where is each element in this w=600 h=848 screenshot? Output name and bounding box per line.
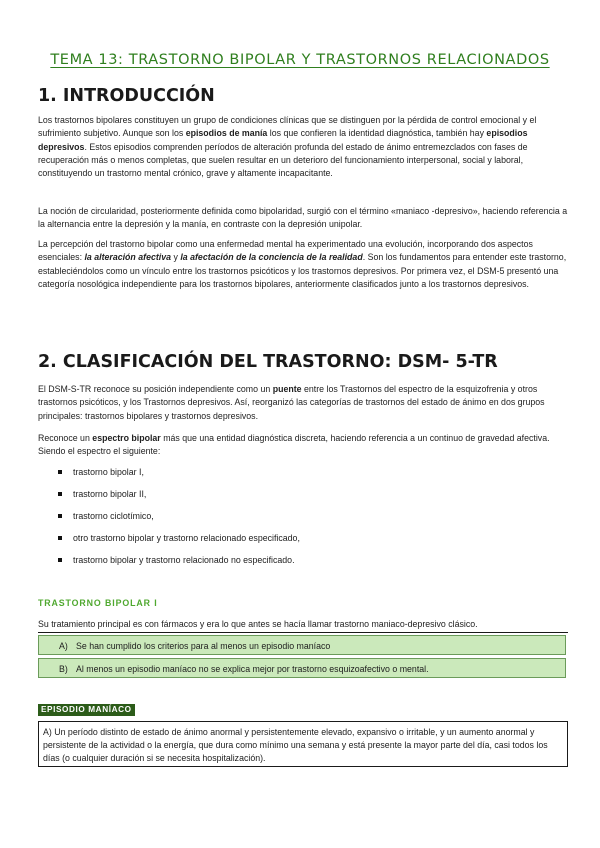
section-heading-clasificacion: 2. CLASIFICACIÓN DEL TRASTORNO: DSM- 5-TR	[38, 352, 498, 372]
bold-episodios-depresivos: episodios depresivos	[38, 128, 528, 152]
criterion-text: Se han cumplido los criterios para al menos un episodio maníaco	[76, 641, 331, 651]
spectrum-list	[56, 466, 300, 576]
episodio-maniaco-tag: EPISODIO MANÍACO	[38, 704, 135, 716]
intro-paragraph-1: Los trastornos bipolares constituyen un grupo de condiciones clínicas que se distinguen por la pérdida de control emocional y el sufrimiento subjetivo. Aunque son los episodios de manía los que confieren la identidad diagnóstica, también hay episodios depresivos. Estos episodios comprenden períodos de alteración profunda del estado de ánimo entremezclados con fases de recuperación más o menos completas, que suelen resultar en un deterioro del funcionamiento interpersonal, social y laboral, constituyendo un trastorno mental crónico, grave y altamente incapacitante.	[38, 115, 537, 179]
bold-espectro-bipolar: espectro bipolar	[92, 433, 161, 443]
spectrum-item: otro trastorno bipolar y trastorno relacionado especificado,	[56, 532, 300, 554]
intro-paragraph-3: La percepción del trastorno bipolar como una enfermedad mental ha experimentado una evolución, incorporando dos aspectos esenciales: la alteración afectiva y la afectación de la conciencia de la realidad. Son los fundamentos para entender este trastorno, estableciéndolos como un vínculo entre los trastornos psicóticos y los trastornos depresivos. Por primera vez, el DSM-5 presentó una categoría nosológica independiente para los trastornos bipolares, anteriormente clasificados junto a los trastornos depresivos.	[38, 239, 567, 289]
criterion-row-b	[38, 658, 566, 678]
clasificacion-paragraph-2: Reconoce un espectro bipolar más que una entidad diagnóstica discreta, haciendo referencia a un continuo de gravedad afectiva. Siendo el espectro el siguiente:	[38, 433, 550, 457]
spectrum-item: trastorno ciclotímico,	[56, 510, 300, 532]
bold-puente: puente	[272, 384, 302, 394]
bipolar-i-intro: Su tratamiento principal es con fármacos y era lo que antes se hacía llamar trastorno maniaco-depresivo clásico.	[38, 618, 568, 633]
clasificacion-paragraph-1: El DSM-S-TR reconoce su posición independiente como un puente entre los Trastornos del espectro de la esquizofrenia y otros trastornos psicóticos, y los Trastornos depresivos. Así, reorganizó las categorías de trastornos del estado de ánimo en dos grupos principales: trastornos bipolares y trastornos depresivos.	[38, 384, 545, 421]
bold-episodios-mania: episodios de manía	[185, 128, 268, 139]
emphasis-alteracion-afectiva: la alteración afectiva	[84, 252, 172, 263]
subheading-trastorno-bipolar-i: TRASTORNO BIPOLAR I	[38, 598, 158, 608]
criterion-row-a	[38, 635, 566, 655]
spectrum-item: trastorno bipolar I,	[56, 466, 300, 488]
emphasis-afectacion-conciencia: la afectación de la conciencia de la realidad	[180, 252, 363, 263]
document-title: TEMA 13: TRASTORNO BIPOLAR Y TRASTORNOS RELACIONADOS	[50, 52, 550, 68]
criterion-letter: A)	[59, 641, 68, 651]
spectrum-item: trastorno bipolar II,	[56, 488, 300, 510]
spectrum-item: trastorno bipolar y trastorno relacionado no especificado.	[56, 554, 300, 576]
criterion-letter: B)	[59, 664, 68, 674]
episodio-maniaco-box: A) Un período distinto de estado de ánimo anormal y persistentemente elevado, expansivo o irritable, y un aumento anormal y persistente de la actividad o la energía, que dura como mínimo una semana y está presente la mayor parte del día, casi todos los días (o cualquier duración si se necesita hospitalización).	[38, 721, 568, 767]
section-heading-introduccion: 1. INTRODUCCIÓN	[38, 86, 215, 106]
intro-paragraph-2: La noción de circularidad, posteriormente definida como bipolaridad, surgió con el término «maniaco -depresivo», haciendo referencia a la alternancia entre la depresión y la manía, en contraste con la depresión unipolar.	[38, 206, 568, 230]
criterion-text: Al menos un episodio maníaco no se explica mejor por trastorno esquizoafectivo o mental.	[76, 664, 429, 674]
